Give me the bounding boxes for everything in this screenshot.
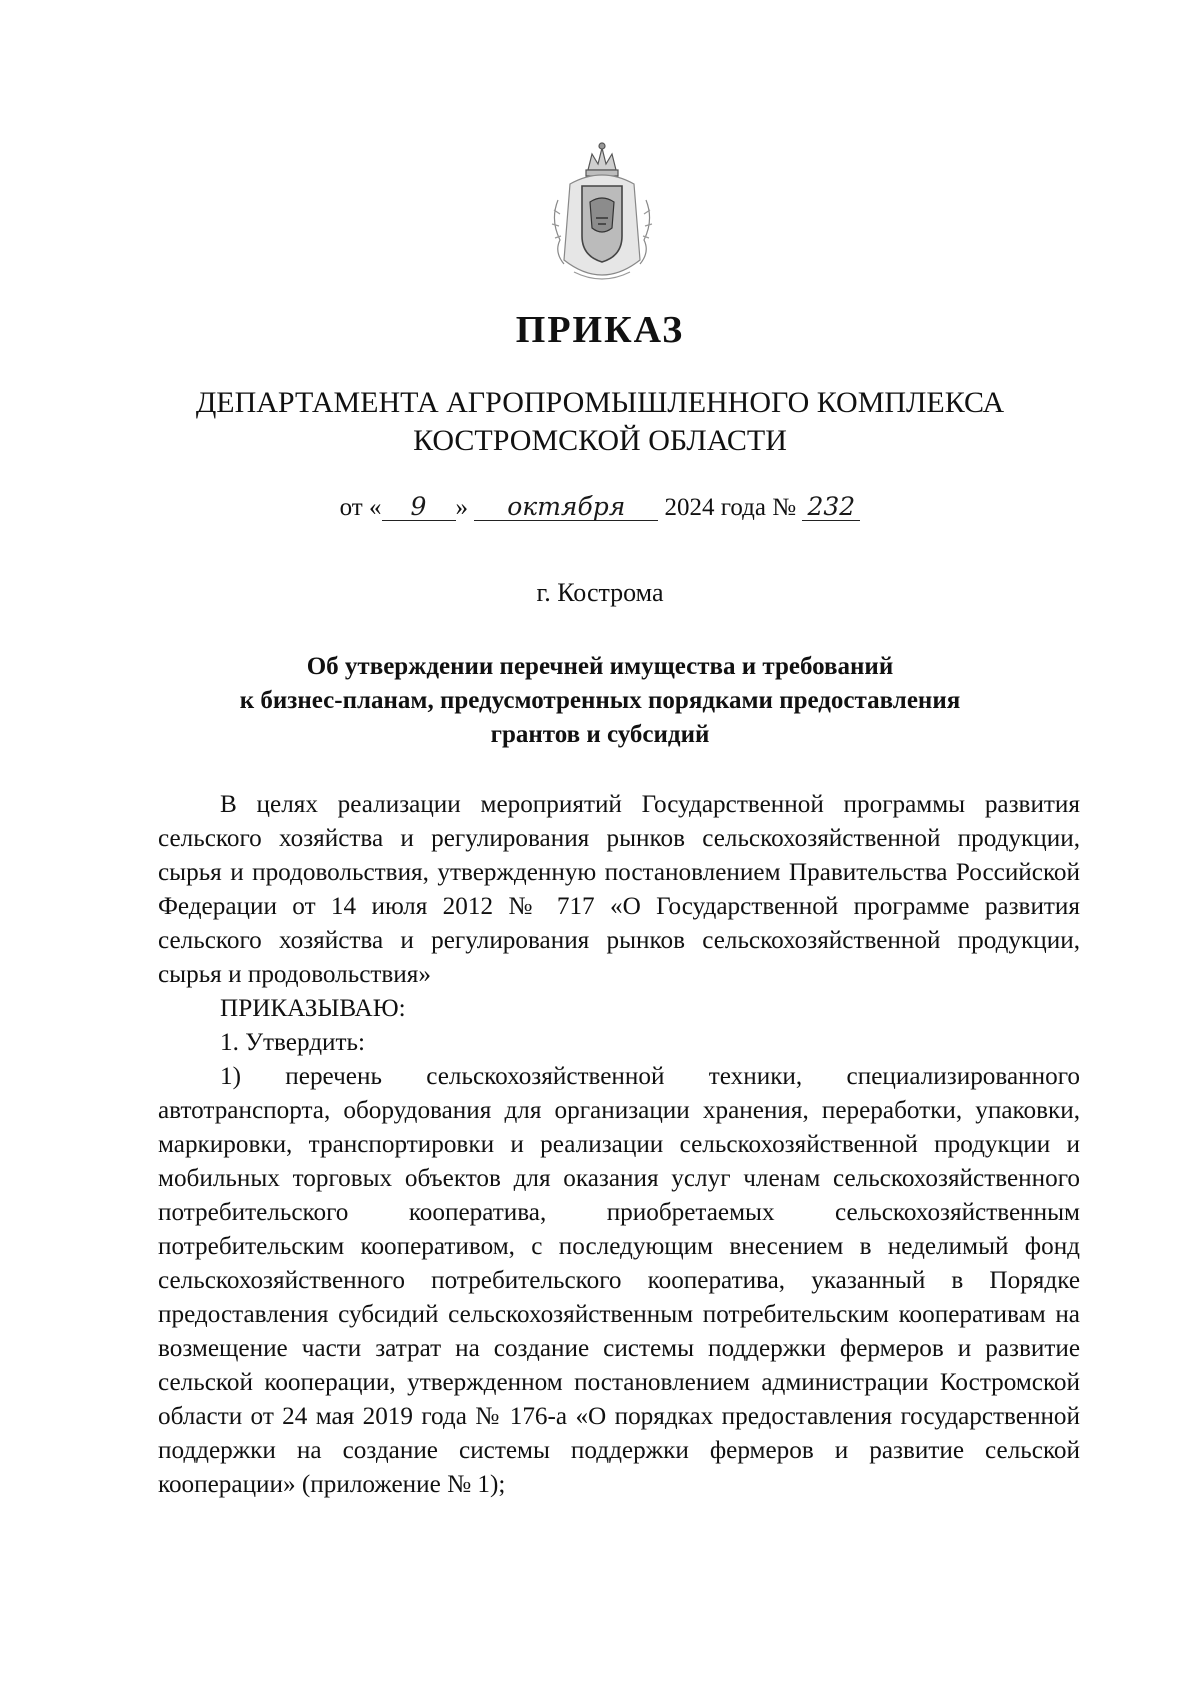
coat-of-arms-emblem: [540, 140, 664, 292]
issuer-line: КОСТРОМСКОЙ ОБЛАСТИ: [413, 424, 787, 457]
subject-line: грантов и субсидий: [490, 721, 710, 748]
date-prefix: от «: [339, 494, 382, 521]
document-body: [158, 788, 1080, 1502]
order-word: ПРИКАЗЫВАЮ:: [220, 995, 406, 1022]
handwritten-day: 9: [382, 494, 456, 521]
document-type-title: ПРИКАЗ: [515, 309, 685, 351]
subject-line: к бизнес-планам, предусмотренных порядками предоставления: [239, 687, 961, 714]
year-text: 2024 года №: [664, 494, 797, 521]
intro-paragraph: В целях реализации мероприятий Государственной программы развития сельского хозяйства и регулирования рынков сельскохозяйственной продукции, сырья и продовольствия, утвержденную постановлением Правительства Российской Федерации от 14 июля 2012 № 717 «О Государственной программе развития сельского хозяйства и регулирования рынков сельскохозяйственной продукции, сырья и продовольствия»: [158, 791, 1080, 988]
date-number-line: [0, 494, 1200, 522]
city-name: г. Кострома: [536, 578, 664, 607]
handwritten-month: октября: [474, 494, 658, 521]
date-mid: »: [455, 494, 468, 521]
item-paragraph: 1. Утвердить:: [220, 1029, 366, 1056]
subject-heading: [0, 650, 1200, 752]
handwritten-number: 232: [802, 494, 860, 521]
issuer-line: ДЕПАРТАМЕНТА АГРОПРОМЫШЛЕННОГО КОМПЛЕКСА: [195, 386, 1005, 419]
issuer-block: [0, 384, 1200, 460]
subject-line: Об утверждении перечней имущества и требований: [306, 653, 894, 680]
subitem-paragraph: 1) перечень сельскохозяйственной техники, специализированного автотранспорта, оборудования для организации хранения, переработки, упаковки, маркировки, транспортировки и реализации сельскохозяйственной продукции и мобильных торговых объектов для оказания услуг членам сельскохозяйственного потребительского кооператива, приобретаемых сельскохозяйственным потребительским кооперативом, с последующим внесением в неделимый фонд сельскохозяйственного потребительского кооператива, указанный в Порядке предоставления субсидий сельскохозяйственным потребительским кооперативам на возмещение части затрат на создание системы поддержки фермеров и развитие сельской кооперации, утвержденном постановлением администрации Костромской области от 24 мая 2019 года № 176-а «О порядках предоставления государственной поддержки на создание системы поддержки фермеров и развитие сельской кооперации» (приложение № 1);: [158, 1063, 1080, 1498]
